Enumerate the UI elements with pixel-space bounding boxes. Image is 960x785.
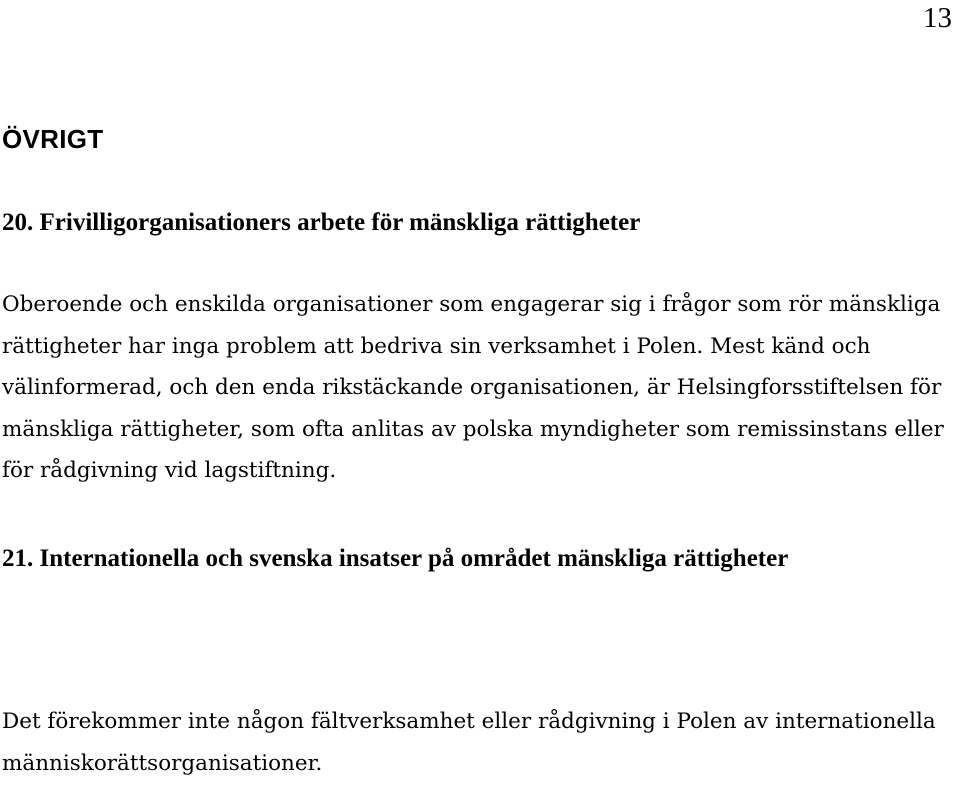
paragraph-item-20: Oberoende och enskilda organisationer som engagerar sig i frågor som rör mänskliga rättigheter har inga problem att bedriva sin verksamhet i Polen. Mest känd och välinformerad, och den enda rikstäckande organisationen, är Helsingforsstiftelsen för mänskliga rättigheter, som ofta anlitas av polska myndigheter som remissinstans eller för rådgivning vid lagstiftning. (2, 292, 944, 483)
heading-item-21: 21. Internationella och svenska insatser på området mänskliga rättigheter (2, 545, 789, 572)
section-heading: ÖVRIGT (2, 124, 104, 154)
page-number: 13 (923, 2, 952, 34)
heading-item-20: 20. Frivilligorganisationers arbete för mänskliga rättigheter (2, 209, 641, 236)
paragraph-item-21: Det förekommer inte någon fältverksamhet eller rådgivning i Polen av internationella människorättsorganisationer. (2, 709, 936, 776)
